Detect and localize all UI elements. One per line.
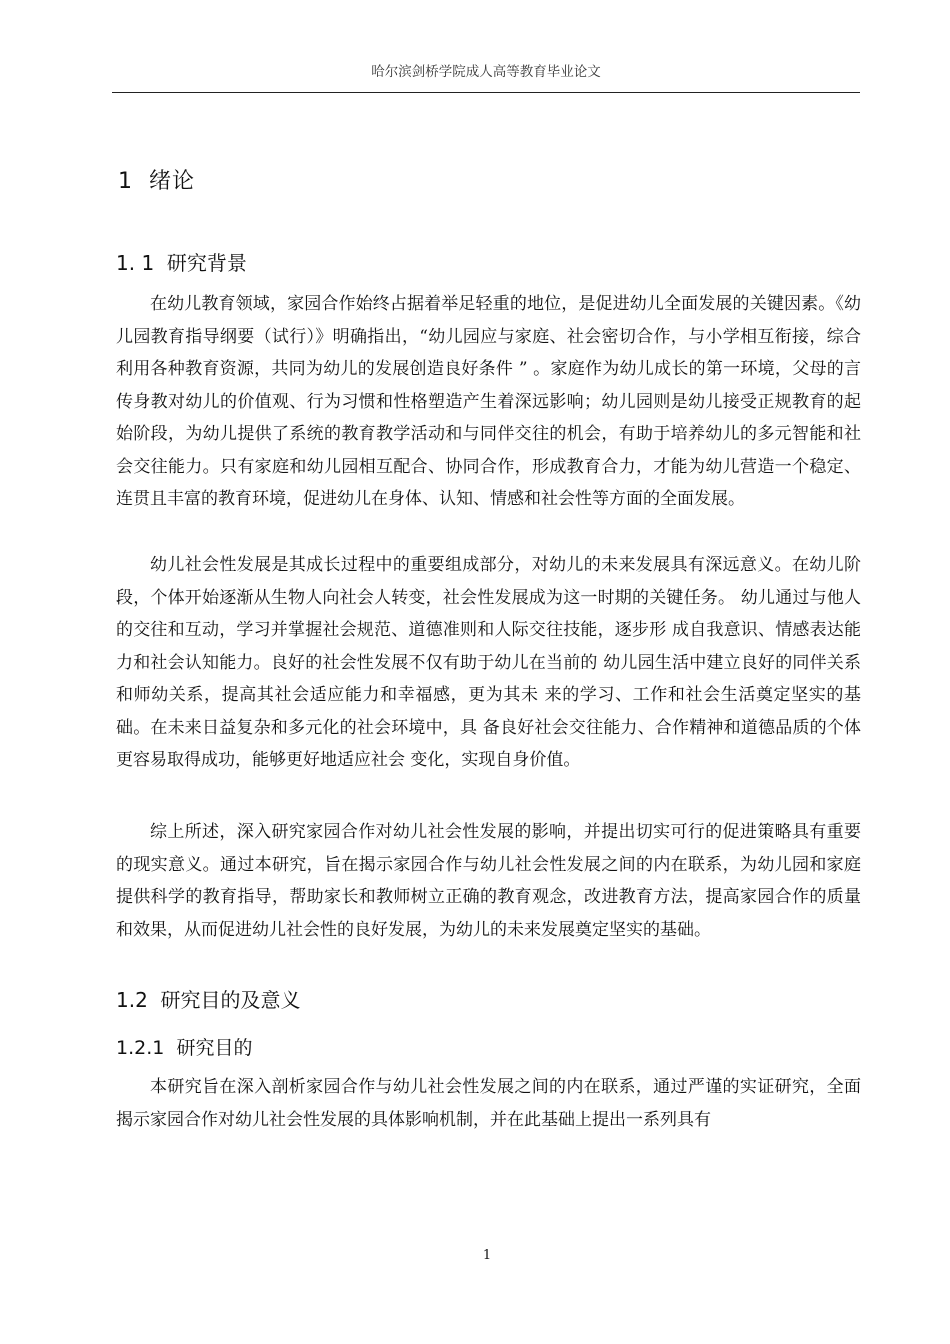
subsection-title: 研究目的 (176, 1037, 253, 1059)
paragraph: 本研究旨在深入剖析家园合作与幼儿社会性发展之间的内在联系，通过严谨的实证研究，全面揭示家园合作对幼儿社会性发展的具体影响机制，并在此基础上提出一系列具有 (116, 1077, 861, 1130)
subsection-heading-1-2-1 (116, 1033, 252, 1060)
running-header-title: 哈尔滨剑桥学院成人高等教育毕业论文 (371, 64, 601, 80)
paragraph: 综上所述，深入研究家园合作对幼儿社会性发展的影响，并提出切实可行的促进策略具有重要的现实意义。通过本研究，旨在揭示家园合作与幼儿社会性发展之间的内在联系，为幼儿园和家庭提供科学的教育指导，帮助家长和教师树立正确的教育观念，改进教育方法，提高家园合作的质量和效果，从而促进幼儿社会性的良好发展，为幼儿的未来发展奠定坚实的基础。 (116, 822, 861, 940)
running-header (112, 60, 860, 93)
paragraph: 在幼儿教育领域，家园合作始终占据着举足轻重的地位，是促进幼儿全面发展的关键因素。《幼儿园教育指导纲要（试行）》明确指出，“幼儿园应与家庭、社会密切合作，与小学相互衔接，综合利用各种教育资源，共同为幼儿的发展创造良好条件 ” 。家庭作为幼儿成长的第一环境，父母的言传身教对幼儿的价值观、行为习惯和性格塑造产生着深远影响；幼儿园则是幼儿接受正规教育的起始阶段，为幼儿提供了系统的教育教学活动和与同伴交往的机会，有助于培养幼儿的多元智能和社会交往能力。只有家庭和幼儿园相互配合、协同合作，形成教育合力，才能为幼儿营造一个稳定、连贯且丰富的教育环境，促进幼儿在身体、认知、情感和社会性等方面的全面发展。 (116, 294, 861, 509)
chapter-title: 绪论 (149, 169, 196, 194)
section-title: 研究背景 (166, 251, 247, 275)
section-number: 1. 1 (116, 251, 155, 275)
page-number: 1 (482, 1248, 492, 1263)
subsection-number: 1.2.1 (116, 1037, 165, 1059)
chapter-number: 1 (118, 169, 133, 194)
section-number: 1.2 (116, 988, 148, 1012)
paragraph: 幼儿社会性发展是其成长过程中的重要组成部分，对幼儿的未来发展具有深远意义。在幼儿阶段，个体开始逐渐从生物人向社会人转变，社会性发展成为这一时期的关键任务。 幼儿通过与他人的交往和互动，学习并掌握社会规范、道德准则和人际交往技能，逐步形 成自我意识、情感表达能力和社会认知能力。良好的社会性发展不仅有助于幼儿在当前的 幼儿园生活中建立良好的同伴关系和师幼关系，提高其社会适应能力和幸福感，更为其未 来的学习、工作和社会生活奠定坚实的基础。在未来日益复杂和多元化的社会环境中，具 备良好社会交往能力、合作精神和道德品质的个体更容易取得成功，能够更好地适应社会 变化，实现自身价值。 (116, 555, 861, 770)
section-heading-1-1 (116, 247, 247, 276)
section-title: 研究目的及意义 (160, 988, 301, 1012)
section-heading-1-2 (116, 984, 301, 1013)
chapter-heading (118, 164, 195, 195)
